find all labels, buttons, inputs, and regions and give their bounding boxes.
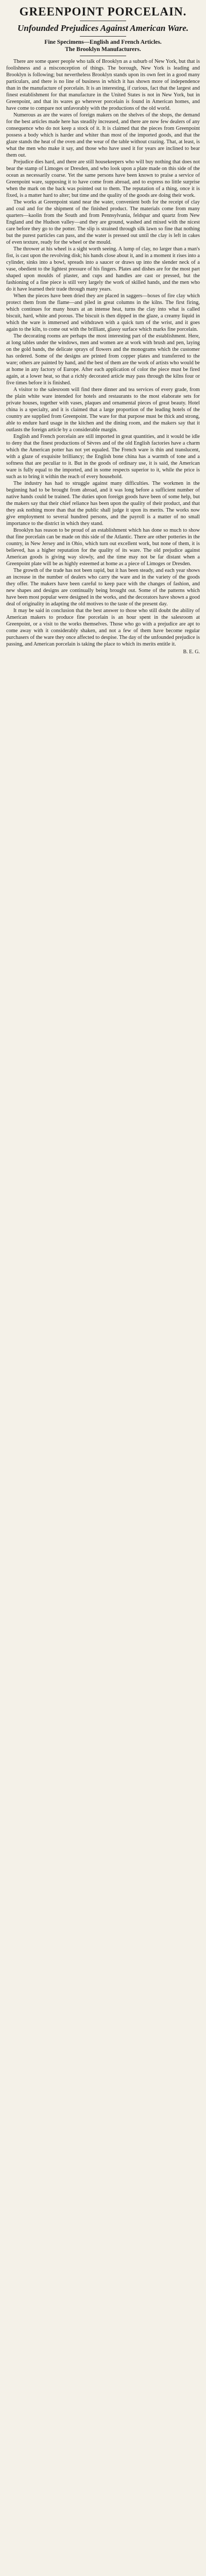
article-body bbox=[6, 58, 200, 648]
signature: B. E. G. bbox=[183, 649, 200, 655]
paragraph: Brooklyn has reason to be proud of an establishment which has done so much to show that fine porcelain can be made on this side of the Atlantic. There are other potteries in the country, in New Jersey and in Ohio, which turn out excellent work, but none of them, it is believed, has a higher reputation for the quality of its ware. The old prejudice against American goods is giving way slowly, and the time may not be far distant when a Greenpoint plate will be as highly esteemed at home as a piece of Limoges or Dresden. bbox=[6, 528, 200, 567]
subhead-line: The Brooklyn Manufacturers. bbox=[65, 46, 141, 53]
paragraph: It may be said in conclusion that the best answer to those who still doubt the ability of American makers to produce fine porcelain is an hour spent in the salesroom at Greenpoint, or a visit to the works themselves. Those who go with a prejudice are apt to come away with it considerably shaken, and not a few of them have become regular purchasers of the ware they once affected to despise. The day of the unfounded prejudice is passing, and American porcelain is taking the place to which its merits entitle it. bbox=[6, 608, 200, 647]
paragraph: There are some queer people who talk of Brooklyn as a suburb of New York, but that is foolishness and a misconception of things. The borough, New York is leading and Brooklyn is following; but nevertheless Brooklyn stands upon its own feet in a good many particulars, and there is no line of business in which it has shown more of independence than in the manufacture of porcelain. It is an interesting, if curious, fact that the largest and finest establishment for that manufacture in the United States is not in New York, but in Greenpoint, and that its wares go wherever porcelain is found in American homes, and have come to compare not unfavorably with the productions of the old world. bbox=[6, 59, 200, 111]
paragraph: The industry has had to struggle against many difficulties. The workmen in the beginning had to be brought from abroad, and it was long before a sufficient number of native hands could be trained. The duties upon foreign goods have been of some help, but the makers say that their chief reliance has been upon the quality of their product, and that they ask nothing more than that the public shall judge it upon its merits. The works now give employment to several hundred persons, and the payroll is a matter of no small importance to the district in which they stand. bbox=[6, 481, 200, 527]
paragraph: Prejudice dies hard, and there are still housekeepers who will buy nothing that does not bear the stamp of Limoges or Dresden, and who look upon a plate made on this side of the ocean as necessarily coarse. Yet the same persons have been known to praise a service of Greenpoint ware, supposing it to have come from abroad, and to express no little surprise when the mark on the back was pointed out to them. The reputation of a thing, once it is fixed, is a matter hard to alter; but time and the quality of the goods are doing their work. bbox=[6, 159, 200, 198]
subhead-line: Fine Specimens—English and French Articles. bbox=[44, 39, 162, 45]
headline: GREENPOINT PORCELAIN. bbox=[19, 5, 187, 18]
paragraph: Numerous as are the wares of foreign makers on the shelves of the shops, the demand for the best articles made here has steadily increased, and there are now few dealers of any consequence who do not keep a stock of it. It is claimed that the pieces from Greenpoint possess a body which is harder and whiter than most of the imported goods, and that the glaze stands the heat of the oven and the wear of the table without crazing. That, at least, is what the men who make it say, and those who have used it for years are inclined to bear them out. bbox=[6, 112, 200, 158]
subhead bbox=[6, 39, 200, 53]
paragraph: English and French porcelain are still imported in great quantities, and it would be idle to deny that the finest productions of Sèvres and of the old English factories have a charm which the American potter has not yet equaled. The French ware is thin and translucent, with a glaze of exquisite brilliancy; the English bone china has a warmth of tone and a softness that are peculiar to it. But in the goods of ordinary use, it is said, the American ware is fully equal to the imported, and in some respects superior to it, while the price is such as to bring it within the reach of every household. bbox=[6, 434, 200, 480]
paragraph: The growth of the trade has not been rapid, but it has been steady, and each year shows an increase in the number of dealers who carry the ware and in the variety of the goods they offer. The makers have been careful to keep pace with the changes of fashion, and new shapes and designs are continually being brought out. Some of the patterns which have been most popular were designed in the works, and the decorators have shown a good deal of originality in adapting the old motives to the taste of the present day. bbox=[6, 568, 200, 607]
paragraph: When the pieces have been dried they are placed in saggers—boxes of fire clay which protect them from the flame—and piled in great columns in the kilns. The first firing, which continues for many hours at an intense heat, turns the clay into what is called biscuit, hard, white and porous. The biscuit is then dipped in the glaze, a creamy liquid in which the ware is immersed and withdrawn with a quick turn of the wrist, and it goes again to the kiln, to come out with the brilliant, glassy surface which marks fine porcelain. bbox=[6, 293, 200, 332]
paragraph: The thrower at his wheel is a sight worth seeing. A lump of clay, no larger than a man's fist, is cast upon the revolving disk; his hands close about it, and in a moment it rises into a cylinder, sinks into a bowl, spreads into a saucer or draws up into the slender neck of a vase, obedient to the lightest pressure of his fingers. Plates and dishes are for the most part shaped upon moulds of plaster, and cups and handles are cast or pressed, but the fashioning of a fine piece is still very largely the work of skilled hands, and the men who do it have learned their trade through many years. bbox=[6, 246, 200, 292]
paragraph: The works at Greenpoint stand near the water, convenient both for the receipt of clay and coal and for the shipment of the finished product. The materials come from many quarters—kaolin from the South and from Pennsylvania, feldspar and quartz from New England and the Hudson valley—and they are ground, washed and mixed with the nicest care before they go to the potter. The slip is strained through silk lawn so fine that nothing but the purest particles can pass, and the water is pressed out until the clay is left in cakes of even texture, ready for the wheel or the mould. bbox=[6, 199, 200, 245]
paragraph: A visitor to the salesroom will find there dinner and tea services of every grade, from the plain white ware intended for hotels and restaurants to the most elaborate sets for private houses, together with vases, plaques and ornamental pieces of great beauty. Hotel china is a specialty, and it is claimed that a large proportion of the leading hotels of the country are supplied from Greenpoint. The ware for that purpose must be thick and strong, able to endure hard usage in the kitchen and the dining room, and the makers say that it outlasts the foreign article by a considerable margin. bbox=[6, 387, 200, 433]
deck-rule bbox=[80, 36, 126, 37]
deck: Unfounded Prejudices Against American Ware. bbox=[18, 23, 188, 33]
paragraph: The decorating rooms are perhaps the most interesting part of the establishment. Here, at long tables under the windows, men and women are at work with brush and pen, laying on the gold bands, the delicate sprays of flowers and the monograms which the customer has ordered. Some of the designs are printed from copper plates and transferred to the ware; others are painted by hand, and the best of them are the work of artists who would be at home in any factory of Europe. After each application of color the piece must be fired again, at a lower heat, so that a richly decorated article may pass through the kilns four or five times before it is finished. bbox=[6, 333, 200, 386]
